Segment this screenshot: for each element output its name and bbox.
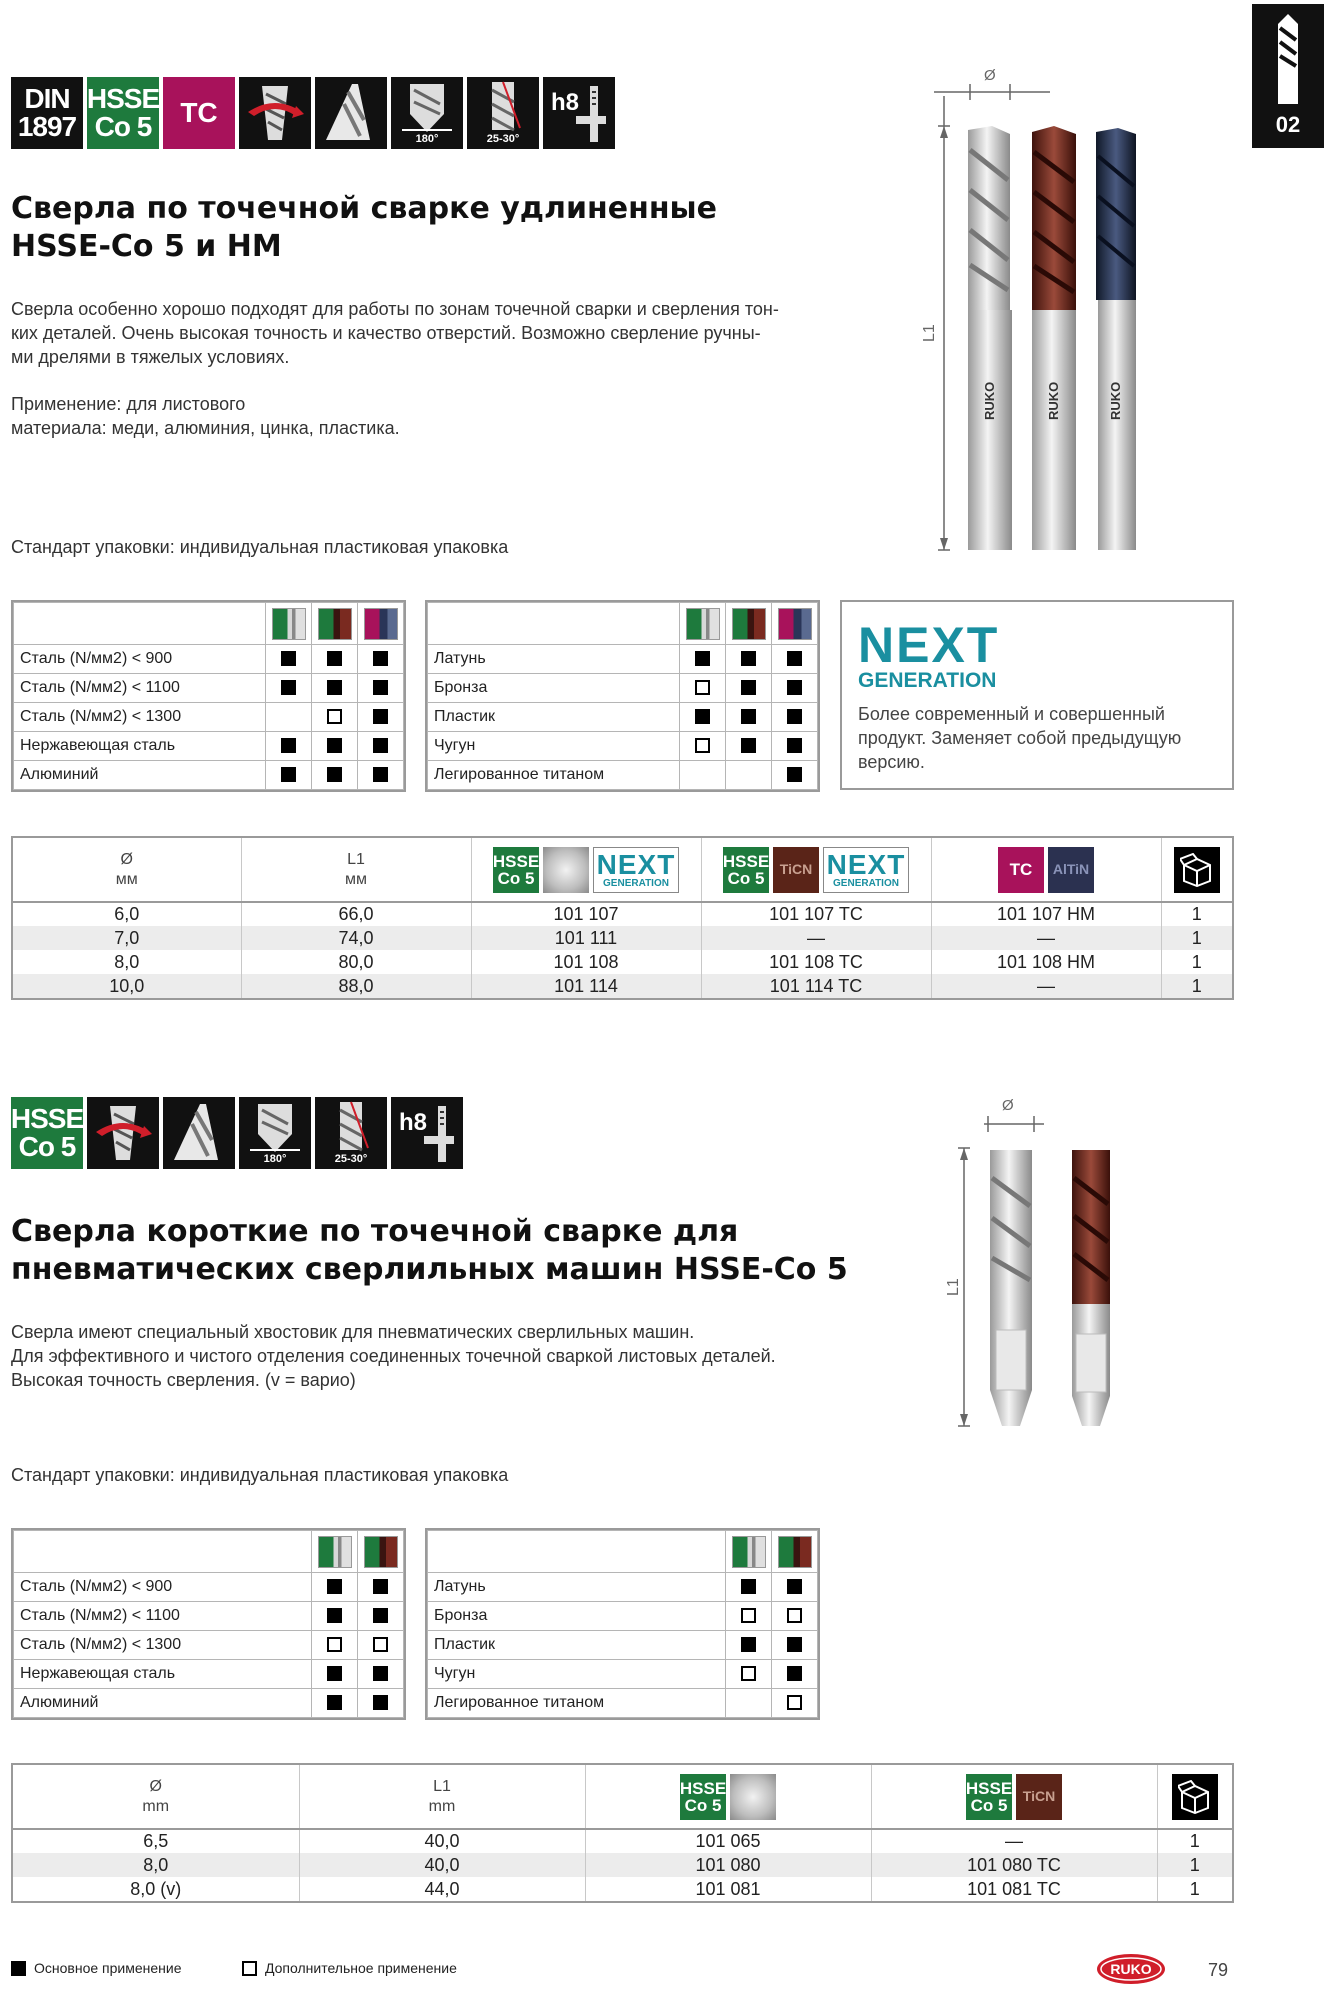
col-diameter: Ø mm (13, 1765, 299, 1829)
application-mark (358, 1573, 404, 1602)
filled-square-icon (373, 1579, 388, 1594)
col-hsse: HSSE Co 5 (585, 1765, 871, 1829)
material-row (14, 645, 404, 674)
helix-angle-25-30-icon: 25-30° (315, 1097, 387, 1169)
application-mark (772, 1573, 818, 1602)
material-row (428, 1573, 818, 1602)
legend-extra: Дополнительное применение (242, 1960, 457, 1976)
application-mark (726, 645, 772, 674)
application-mark (266, 645, 312, 674)
table-cell: 101 108 HM (931, 950, 1161, 974)
col-diameter: Ø мм (13, 838, 241, 902)
table-cell: 1 (1157, 1829, 1232, 1853)
filled-square-icon (787, 651, 802, 666)
application-mark (772, 645, 818, 674)
filled-square-icon (327, 1695, 342, 1710)
table-row (13, 1877, 1232, 1901)
din-1897-badge: DIN 1897 (11, 77, 83, 149)
table-cell: 1 (1157, 1877, 1232, 1901)
filled-square-icon (373, 738, 388, 753)
col-hsse-next: HSSE Co 5 NEXT GENERATION (471, 838, 701, 902)
material-name: Латунь (428, 1573, 726, 1602)
table-cell: 6,0 (114, 904, 140, 924)
tolerance-h8-icon: h8 (543, 77, 615, 149)
table-cell: 101 108 TC (701, 950, 931, 974)
material-row (14, 1573, 404, 1602)
filled-square-icon (741, 651, 756, 666)
tc-altin-swatch (778, 608, 812, 640)
material-name: Сталь (N/мм2) < 900 (14, 1573, 312, 1602)
material-row (428, 732, 818, 761)
material-name: Нержавеющая сталь (14, 1660, 312, 1689)
material-name: Чугун (428, 732, 680, 761)
application-mark (772, 1660, 818, 1689)
filled-square-icon (327, 1608, 342, 1623)
filled-square-icon (11, 1961, 26, 1976)
application-mark (266, 732, 312, 761)
table-row (13, 1829, 1232, 1853)
hsse-ticn-swatch (364, 1536, 398, 1568)
table-cell: 101 065 (585, 1829, 871, 1853)
tolerance-h8-icon: h8 (391, 1097, 463, 1169)
filled-square-icon (787, 767, 802, 782)
empty-square-icon (695, 738, 710, 753)
tc-altin-swatch (364, 608, 398, 640)
package-box-icon (1172, 1774, 1218, 1820)
table-cell: 101 081 TC (871, 1877, 1157, 1901)
material-row (14, 761, 404, 790)
material-name: Сталь (N/мм2) < 1300 (14, 703, 266, 732)
table-cell: — (871, 1829, 1157, 1853)
application-mark (726, 761, 772, 790)
filled-square-icon (327, 1666, 342, 1681)
right-hand-rotation-icon (239, 77, 311, 149)
application-mark (726, 1631, 772, 1660)
section1-title: Сверла по точечной сварке удлиненные HSSE-Co 5 и HM (11, 191, 718, 264)
section2-right-rows (428, 1573, 818, 1718)
drill-icon (1274, 14, 1302, 106)
table-row (13, 926, 1232, 950)
table-row (13, 950, 1232, 974)
table-cell: 101 080 TC (871, 1853, 1157, 1877)
application-mark (358, 645, 404, 674)
application-mark (726, 1602, 772, 1631)
application-mark (680, 732, 726, 761)
filled-square-icon (787, 1579, 802, 1594)
table-cell: 6,5 (143, 1831, 169, 1851)
svg-text:RUKO: RUKO (1110, 1961, 1152, 1977)
filled-square-icon (741, 738, 756, 753)
filled-square-icon (741, 680, 756, 695)
filled-square-icon (281, 651, 296, 666)
hsse-swatch (272, 608, 306, 640)
empty-square-icon (741, 1608, 756, 1623)
filled-square-icon (327, 1579, 342, 1594)
application-mark (266, 674, 312, 703)
material-row (428, 761, 818, 790)
empty-square-icon (787, 1695, 802, 1710)
material-row (428, 645, 818, 674)
material-name: Алюминий (14, 761, 266, 790)
section2-packaging: Стандарт упаковки: индивидуальная пластиковая упаковка (11, 1465, 509, 1485)
application-mark (312, 1689, 358, 1718)
legend-main: Основное применение (11, 1960, 182, 1976)
filled-square-icon (373, 651, 388, 666)
drill-type-icon (315, 77, 387, 149)
application-mark (680, 703, 726, 732)
diameter-label: Ø (984, 67, 996, 84)
section1-product-table (11, 836, 1234, 1000)
col-package-qty (1157, 1765, 1232, 1829)
page-number: 79 (1208, 1960, 1229, 1980)
application-mark (358, 1631, 404, 1660)
filled-square-icon (787, 1637, 802, 1652)
application-mark (358, 674, 404, 703)
table-cell: 1 (1161, 950, 1232, 974)
application-mark (312, 761, 358, 790)
application-mark (312, 1631, 358, 1660)
application-mark (358, 1689, 404, 1718)
filled-square-icon (373, 680, 388, 695)
application-mark (358, 703, 404, 732)
table-cell: 1 (1161, 974, 1232, 998)
filled-square-icon (373, 709, 388, 724)
material-row (14, 1660, 404, 1689)
table-cell: 101 111 (471, 926, 701, 950)
empty-square-icon (327, 1637, 342, 1652)
chapter-tab (1252, 4, 1324, 148)
filled-square-icon (373, 767, 388, 782)
table-cell: 7,0 (13, 926, 241, 950)
table-cell: 66,0 (241, 902, 471, 926)
svg-text:L1: L1 (945, 1278, 962, 1296)
filled-square-icon (695, 651, 710, 666)
chapter-number: 02 (1275, 112, 1301, 137)
material-row (14, 1602, 404, 1631)
application-mark (266, 703, 312, 732)
table-cell: 101 108 (471, 950, 701, 974)
application-mark (726, 732, 772, 761)
table-cell: 1 (1161, 902, 1232, 926)
section2-description: Сверла имеют специальный хвостовик для пневматических сверлильных машин. Для эффективного и чистого отделения соединенных точечной сваркой листовых деталей. Высокая точность сверления. (v = варио) (11, 1322, 776, 1390)
table-cell: 40,0 (299, 1853, 585, 1877)
material-row (428, 703, 818, 732)
hsse-co5-badge: HSSE Co 5 (87, 77, 159, 149)
material-row (428, 674, 818, 703)
material-name: Латунь (428, 645, 680, 674)
table-cell: 101 107 (471, 902, 701, 926)
section2-left-rows (14, 1573, 404, 1718)
application-mark (772, 1602, 818, 1631)
section1-packaging: Стандарт упаковки: индивидуальная пластиковая упаковка (11, 537, 509, 557)
table-cell: 44,0 (299, 1877, 585, 1901)
application-mark (312, 703, 358, 732)
application-mark (726, 1573, 772, 1602)
table-cell: 10,0 (13, 974, 241, 998)
material-row (14, 674, 404, 703)
col-length: L1 mm (299, 1765, 585, 1829)
col-hsse-ticn: HSSE Co 5 TiCN (871, 1765, 1157, 1829)
filled-square-icon (741, 1579, 756, 1594)
section2-materials-table-left (11, 1528, 406, 1720)
material-row (428, 1602, 818, 1631)
hsse-ticn-swatch (318, 608, 352, 640)
table-cell: 101 081 (585, 1877, 871, 1901)
filled-square-icon (787, 1666, 802, 1681)
empty-square-icon (373, 1637, 388, 1652)
table-cell: 101 114 (471, 974, 701, 998)
material-name: Сталь (N/мм2) < 1300 (14, 1631, 312, 1660)
section1-product-rows (13, 902, 1232, 998)
table-row (13, 902, 1232, 926)
application-mark (358, 761, 404, 790)
application-mark (772, 761, 818, 790)
table-cell: 8,0 (13, 1853, 299, 1877)
application-mark (312, 645, 358, 674)
length-label: L1 (921, 324, 938, 342)
col-package-qty (1161, 838, 1232, 902)
table-cell: 74,0 (241, 926, 471, 950)
svg-text:RUKO: RUKO (982, 381, 997, 420)
point-angle-180-icon: 180° (391, 77, 463, 149)
empty-square-icon (741, 1666, 756, 1681)
next-generation-box (840, 600, 1234, 790)
section1-materials-table-left (11, 600, 406, 792)
drill-type-icon (163, 1097, 235, 1169)
application-mark (680, 674, 726, 703)
filled-square-icon (787, 680, 802, 695)
hsse-swatch (686, 608, 720, 640)
material-row (428, 1631, 818, 1660)
table-cell: 88,0 (241, 974, 471, 998)
table-cell: 1 (1157, 1853, 1232, 1877)
empty-square-icon (787, 1608, 802, 1623)
filled-square-icon (741, 709, 756, 724)
section1-product-drawing (910, 60, 1160, 570)
application-mark (680, 761, 726, 790)
material-name: Сталь (N/мм2) < 1100 (14, 674, 266, 703)
empty-square-icon (695, 680, 710, 695)
material-row (428, 1660, 818, 1689)
filled-square-icon (373, 1608, 388, 1623)
svg-text:Ø: Ø (1002, 1097, 1014, 1114)
material-name: Чугун (428, 1660, 726, 1689)
application-mark (312, 1573, 358, 1602)
material-name: Пластик (428, 703, 680, 732)
material-name: Бронза (428, 1602, 726, 1631)
application-mark (312, 732, 358, 761)
filled-square-icon (327, 680, 342, 695)
application-mark (726, 703, 772, 732)
material-name: Сталь (N/мм2) < 1100 (14, 1602, 312, 1631)
section2-product-rows (13, 1829, 1232, 1901)
table-cell: 8,0 (114, 951, 140, 972)
material-row (14, 1689, 404, 1718)
package-box-icon (1174, 847, 1220, 893)
next-generation-logo: NEXT GENERATION (858, 617, 1000, 692)
application-mark (726, 674, 772, 703)
empty-square-icon (242, 1961, 257, 1976)
table-row (13, 974, 1232, 998)
col-hsse-ticn-next: HSSE Co 5 TiCN NEXT GENERATION (701, 838, 931, 902)
material-name: Нержавеющая сталь (14, 732, 266, 761)
table-cell: — (931, 974, 1161, 998)
filled-square-icon (695, 709, 710, 724)
application-mark (772, 1689, 818, 1718)
filled-square-icon (787, 738, 802, 753)
filled-square-icon (741, 1637, 756, 1652)
application-mark (772, 674, 818, 703)
section1-materials-table-right (425, 600, 820, 792)
svg-text:RUKO: RUKO (1108, 381, 1123, 420)
next-generation-text: Более современный и совершенный продукт. Заменяет собой предыдущую версию. (858, 704, 1182, 772)
section2-title: Сверла короткие по точечной сварке для пневматических сверлильных машин HSSE-Co 5 (11, 1214, 848, 1287)
filled-square-icon (281, 767, 296, 782)
section1-description: Сверла особенно хорошо подходят для работы по зонам точечной сварки и сверления тон- ких деталей. Очень высокая точность и качество отверстий. Возможно сверление ручны- ми дрелями в тяжелых условиях. (11, 299, 779, 367)
right-hand-rotation-icon (87, 1097, 159, 1169)
col-tc-altin: TC AlTiN (931, 838, 1161, 902)
material-row (14, 703, 404, 732)
material-name: Легированное титаном (428, 1689, 726, 1718)
material-name: Бронза (428, 674, 680, 703)
filled-square-icon (281, 680, 296, 695)
hsse-co5-badge: HSSE Co 5 (11, 1097, 83, 1169)
svg-text:RUKO: RUKO (1046, 381, 1061, 420)
table-row (13, 1853, 1232, 1877)
application-mark (312, 1660, 358, 1689)
material-name: Сталь (N/мм2) < 900 (14, 645, 266, 674)
table-cell: 101 080 (585, 1853, 871, 1877)
filled-square-icon (373, 1666, 388, 1681)
application-mark (726, 1660, 772, 1689)
application-mark (680, 645, 726, 674)
tc-badge: TC (163, 77, 235, 149)
table-cell: — (931, 926, 1161, 950)
section1-right-rows (428, 645, 818, 790)
application-mark (772, 703, 818, 732)
section2-product-table (11, 1763, 1234, 1903)
empty-square-icon (327, 709, 342, 724)
filled-square-icon (327, 767, 342, 782)
application-mark (358, 1602, 404, 1631)
table-cell: — (701, 926, 931, 950)
application-mark (726, 1689, 772, 1718)
application-mark (266, 761, 312, 790)
material-name: Пластик (428, 1631, 726, 1660)
application-mark (358, 1660, 404, 1689)
filled-square-icon (787, 709, 802, 724)
application-mark (312, 1602, 358, 1631)
helix-angle-25-30-icon: 25-30° (467, 77, 539, 149)
application-mark (772, 1631, 818, 1660)
point-angle-180-icon: 180° (239, 1097, 311, 1169)
table-cell: 8,0 (v) (130, 1878, 182, 1899)
filled-square-icon (281, 738, 296, 753)
material-row (428, 1689, 818, 1718)
material-name: Легированное титаном (428, 761, 680, 790)
filled-square-icon (327, 651, 342, 666)
material-row (14, 1631, 404, 1660)
table-cell: 80,0 (241, 950, 471, 974)
table-cell: 101 107 HM (931, 902, 1161, 926)
filled-square-icon (327, 738, 342, 753)
hsse-ticn-swatch (732, 608, 766, 640)
table-cell: 1 (1161, 926, 1232, 950)
hsse-swatch (318, 1536, 352, 1568)
material-name: Алюминий (14, 1689, 312, 1718)
section2-materials-table-right (425, 1528, 820, 1720)
application-mark (772, 732, 818, 761)
section1-left-rows (14, 645, 404, 790)
application-mark (312, 674, 358, 703)
hsse-swatch (732, 1536, 766, 1568)
ruko-logo (1096, 1953, 1166, 1985)
section1-application: Применение: для листового материала: меди, алюминия, цинка, пластика. (11, 394, 400, 438)
table-cell: 101 107 TC (701, 902, 931, 926)
table-cell: 101 114 TC (701, 974, 931, 998)
section2-product-drawing (940, 1090, 1150, 1450)
filled-square-icon (373, 1695, 388, 1710)
table-cell: 40,0 (299, 1829, 585, 1853)
application-mark (358, 732, 404, 761)
material-row (14, 732, 404, 761)
hsse-ticn-swatch (778, 1536, 812, 1568)
col-length: L1 мм (241, 838, 471, 902)
